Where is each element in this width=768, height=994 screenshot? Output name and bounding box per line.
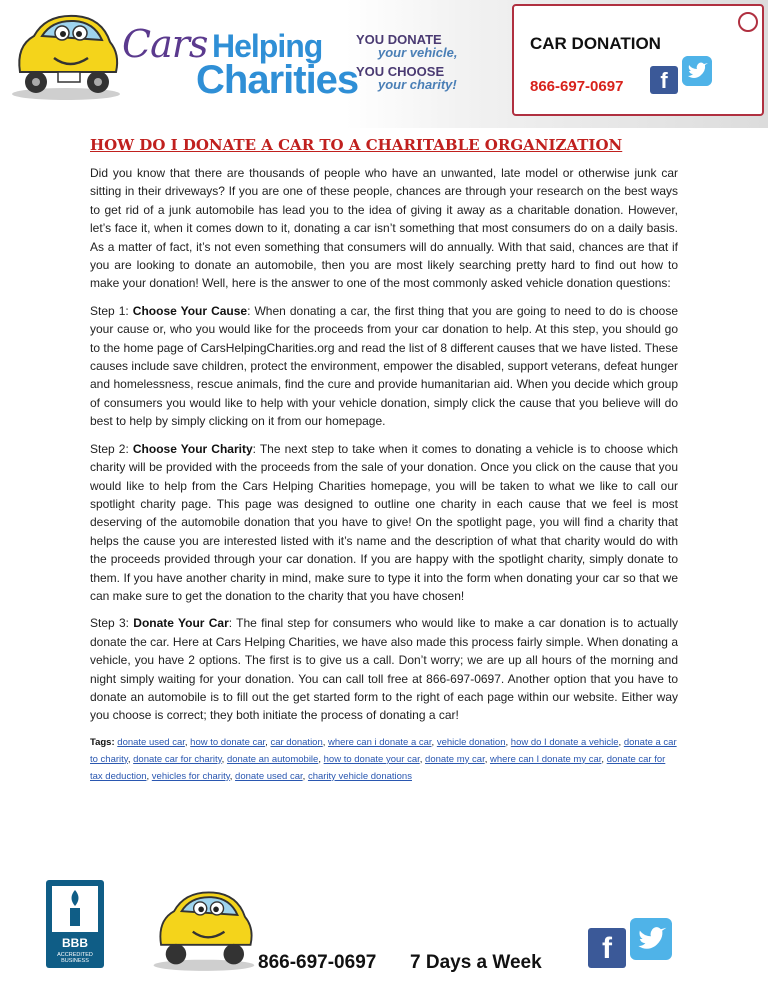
page-curl-icon — [738, 12, 758, 32]
twitter-icon[interactable] — [682, 56, 712, 86]
tag-link[interactable]: donate my car — [425, 753, 485, 765]
facebook-icon[interactable]: f — [650, 66, 678, 94]
tag-link[interactable]: donate a car to charity — [90, 736, 677, 765]
step-3-text: : The final step for consumers who would like to make a car donation is to actually donate the car. Here at Cars Helping Charities, we have also made this process fairly simple. When donating a vehicle, you have 2 options. The first is to give us a call. Don’t worry; we are up all hours of the morning and night simply waiting for your donation. You can call toll free at 866-697-0697. Another option that you have to donate an automobile is to fill out the get started form to the right of each page within our website. Either way you choose is correct; they both initiate the process of donating a car! — [90, 616, 679, 723]
step-3-title: Donate Your Car — [133, 616, 229, 631]
step-3-prefix: Step 3: — [90, 616, 134, 631]
article-title: HOW DO I DONATE A CAR TO A CHARITABLE ORGANIZATION — [90, 136, 623, 154]
tags-list: Tags: donate used car, how to donate car, car donation, where can i donate a car, vehicle donation, how do I donate a vehicle, donate a car to charity, donate car for charity, donate an automobile, how to donate your car, donate my car, where can I donate my car, donate car for tax deduction, vehicles for charity, donate used car, charity vehicle donations — [90, 736, 677, 782]
tagline-line-1: YOU DONATE — [356, 32, 442, 47]
intro-paragraph: Did you know that there are thousands of people who have an unwanted, late model or otherwise junk car sitting in their driveways? If you are one of these people, chances are through your research on the best ways to get rid of a junk automobile has lead you to the idea of giving it away as a charitable donation. However, let’s face it, when it comes down to it, donating a car isn’t something that most consumers do on a daily basis. As a matter of fact, it’s not even something that consumers will do annually. With that said, chances are that if you are looking to donate an automobile, then you are most likely searching pretty hard to find out how to make your donation! Well, here is the answer to one of the most commonly asked vehicle donation questions: — [90, 166, 678, 291]
car-mascot-logo — [6, 6, 124, 102]
bbb-subtext: ACCREDITED BUSINESS — [57, 952, 93, 964]
footer-twitter-icon[interactable] — [630, 918, 672, 960]
tags-label: Tags: — [90, 736, 115, 748]
step-2-paragraph — [90, 440, 678, 606]
tagline-line-3: YOU CHOOSE — [356, 64, 445, 79]
tag-link[interactable]: donate car for charity — [133, 753, 222, 765]
step-2-title: Choose Your Charity — [132, 441, 253, 456]
tag-link[interactable]: how to donate car — [190, 736, 266, 748]
footer-car-mascot — [148, 880, 258, 976]
footer-facebook-icon[interactable]: f — [588, 928, 626, 968]
step-1-paragraph — [90, 302, 678, 431]
tag-link[interactable]: vehicles for charity — [151, 770, 230, 782]
step-2-text: : The next step to take when it comes to donating a vehicle is to choose which charity will be provided with the proceeds from the sale of your donation. Once you click on the cause that you would like to help from the Cars Helping Charities homepage, you will be taken to what we like to call our spotlight charity page. This page was designed to outline one charity in each cause that we feel is most deserving of the automobile donation that you have to give! On the spotlight page, you will find a charity that helps the cause you are interested listed with it’s name and the description of what that charity would do with the proceeds provided through your car donation. If you are happy with the spotlight charity, simply donate to them. If you have another charity in mind, make sure to type it into the form when donating your car so that we can make sure to get the donation to the charity that you have chosen! — [90, 441, 678, 603]
car-donation-title: CAR DONATION — [530, 34, 661, 53]
tag-link[interactable]: donate car for tax deduction — [90, 753, 666, 782]
tag-link[interactable]: how to donate your car — [323, 753, 420, 765]
footer-phone[interactable]: 866-697-0697 — [258, 952, 377, 973]
step-1-prefix: Step 1: — [90, 303, 133, 318]
car-donation-box — [512, 4, 764, 116]
article-body — [90, 164, 678, 785]
logo-helping-text: Helping — [212, 28, 323, 64]
tagline-line-4: your charity! — [378, 77, 457, 92]
step-2-prefix: Step 2: — [90, 441, 133, 456]
car-donation-phone[interactable]: 866-697-0697 — [530, 78, 624, 95]
step-1-title: Choose Your Cause — [132, 303, 248, 318]
tag-link[interactable]: how do I donate a vehicle — [510, 736, 619, 748]
tag-link[interactable]: where can I donate my car — [489, 753, 602, 765]
logo-charities-text: Charities — [196, 58, 359, 102]
tagline-line-2: your vehicle, — [378, 45, 458, 60]
bbb-text: BBB — [62, 936, 88, 950]
tag-link[interactable]: where can i donate a car — [328, 736, 432, 748]
tag-link[interactable]: vehicle donation — [436, 736, 506, 748]
tag-link[interactable]: donate used car — [235, 770, 303, 782]
tag-link[interactable]: car donation — [270, 736, 323, 748]
bbb-torch-icon — [52, 886, 98, 932]
tag-link[interactable]: donate used car — [117, 736, 185, 748]
step-1-text: : When donating a car, the first thing that you are going to need to do is choose your cause or, who you would like for the proceeds from your car donation to help. At this step, you should go to the home page of CarsHelpingCharities.org and read the list of 8 different causes that we have listed. These causes include save children, protect the environment, empower the disabled, support veterans, defeat hunger and homelessness, rescue animals, find the cure and provide humanitarian aid. When you decide which group of consumers you would like to help with your vehicle donation, simply click the cause that you believe will do best to help by simply clicking on it from our homepage. — [90, 303, 678, 429]
step-3-paragraph — [90, 614, 678, 724]
bbb-accredited-badge — [46, 880, 104, 968]
logo-cars-text: Cars — [122, 22, 208, 66]
footer-days: 7 Days a Week — [410, 952, 542, 973]
tag-link[interactable]: charity vehicle donations — [307, 770, 412, 782]
tag-link[interactable]: donate an automobile — [226, 753, 319, 765]
